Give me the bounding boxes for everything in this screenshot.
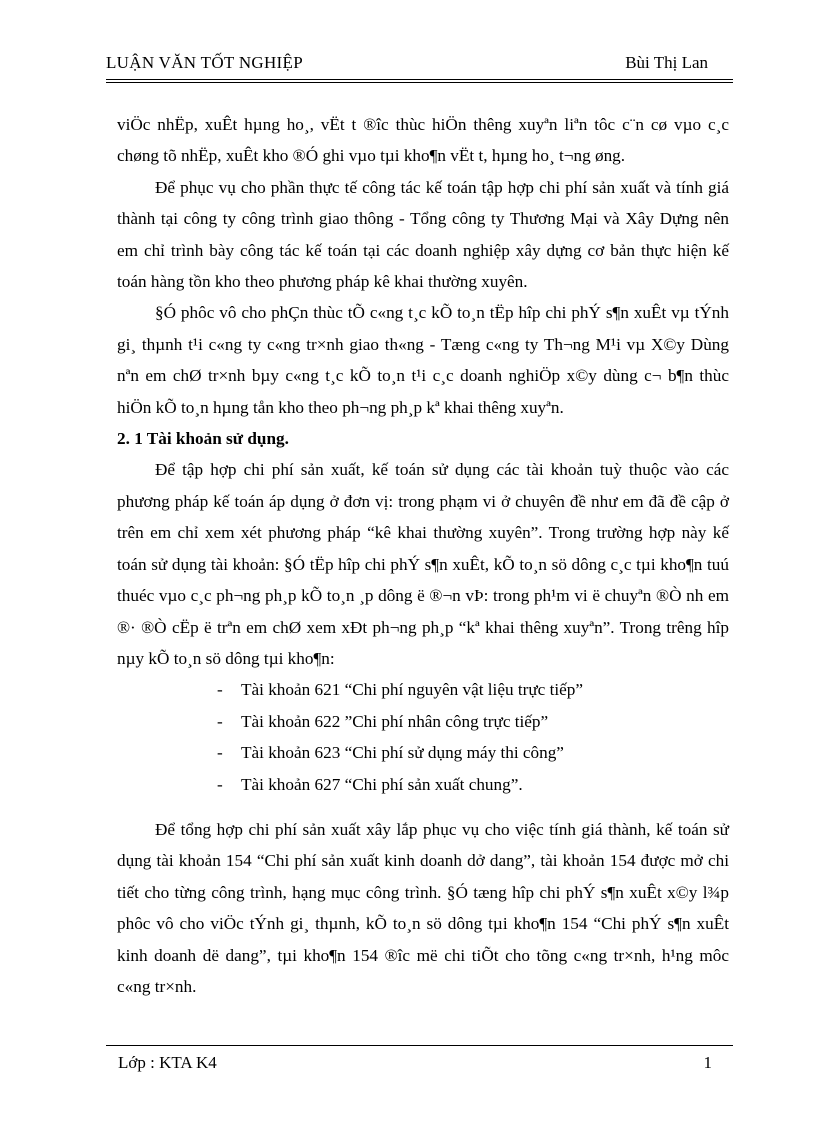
list-item [117,674,729,705]
account-list [117,674,729,800]
list-item [117,737,729,768]
list-item [117,706,729,737]
document-body [117,109,729,1002]
footer-class: Lớp : KTA K4 [118,1053,217,1072]
list-dash: - [217,743,223,763]
list-dash: - [217,680,223,700]
list-item [117,769,729,800]
footer-rule [106,1045,733,1046]
header-title: LUẬN VĂN TỐT NGHIỆP [106,53,303,72]
header-author: Bùi Thị Lan [625,53,708,72]
header-rule-top [106,79,733,80]
paragraph-5: Để tổng hợp chi phí sản xuất xây lắp phục vụ cho việc tính giá thành, kế toán sử dụng tài khoản 154 “Chi phí sản xuất kinh doanh dở dang”, tài khoản 154 được mở chi tiết cho từng công trình, hạng mục công trình. §Ó tæng hîp chi phÝ s¶n xuÊt x©y l¾p phôc vô cho viÖc tÝnh gi¸ thµnh, kÕ to¸n sö dông tµi kho¶n 154 “Chi phÝ s¶n xuÊt kinh doanh dë dang”, tµi kho¶n 154 ®îc më chi tiÕt cho tõng c«ng tr×nh, h¹ng môc c«ng tr×nh. [117,819,729,996]
list-dash: - [217,774,223,794]
page-number: 1 [703,1053,712,1072]
list-dash: - [217,711,223,731]
section-heading: 2. 1 Tài khoản sử dụng. [117,429,289,449]
list-item-text: Tài khoản 622 ”Chi phí nhân công trực tiếp” [241,711,549,731]
list-item-text: Tài khoản 623 “Chi phí sử dụng máy thi công” [241,743,564,763]
paragraph-2: Để phục vụ cho phần thực tế công tác kế toán tập hợp chi phí sản xuất và tính giá thành tại công ty công trình giao thông - Tổng công ty Thương Mại và Xây Dựng nên em chỉ trình bày công tác kế toán tại các doanh nghiệp xây dựng cơ bản thực hiện kế toán hàng tồn kho theo phương pháp kê khai thường xuyên. [117,177,729,292]
header-rule-bottom [106,82,733,83]
paragraph-4: Để tập hợp chi phí sản xuất, kế toán sử dụng các tài khoản tuỳ thuộc vào các phương pháp kế toán áp dụng ở đơn vị: trong phạm vi ở chuyên đề như em đã đề cập ở trên em chỉ xem xét phương pháp “kê khai thường xuyên”. Trong trường hợp này kế toán sử dụng tài khoản: §Ó tËp hîp chi phÝ s¶n xuÊt, kÕ to¸n sö dông c¸c tµi kho¶n tuú thuéc vµo c¸c ph¬ng ph¸p kÕ to¸n ¸p dông ë ®¬n vÞ: trong ph¹m vi ë chuyªn ®Ò nh em ®· ®Ò cËp ë trªn em chØ xem xÐt ph¬ng ph¸p “kª khai thêng xuyªn”. Trong trêng hîp nµy kÕ to¸n sö dông tµi kho¶n: [117,460,729,668]
paragraph-1: viÖc nhËp, xuÊt hµng ho¸, vËt t ®îc thùc hiÖn thêng xuyªn liªn tôc c¨n cø vµo c¸c chøng tõ nhËp, xuÊt kho ®Ó ghi vµo tµi kho¶n vËt t, hµng ho¸ t¬ng øng. [117,115,729,166]
paragraph-3: §Ó phôc vô cho phÇn thùc tÕ c«ng t¸c kÕ to¸n tËp hîp chi phÝ s¶n xuÊt vµ tÝnh gi¸ thµnh t¹i c«ng ty c«ng tr×nh giao th«ng - Tæng c«ng ty Th¬ng M¹i vµ X©y Dùng nªn em chØ tr×nh bµy c«ng t¸c kÕ to¸n t¹i c¸c doanh nghiÖp x©y dùng c¬ b¶n thùc hiÖn kÕ to¸n hµng tån kho theo ph¬ng ph¸p kª khai thêng xuyªn. [117,303,729,417]
list-item-text: Tài khoản 627 “Chi phí sản xuất chung”. [241,774,523,794]
list-item-text: Tài khoản 621 “Chi phí nguyên vật liệu trực tiếp” [241,680,583,700]
